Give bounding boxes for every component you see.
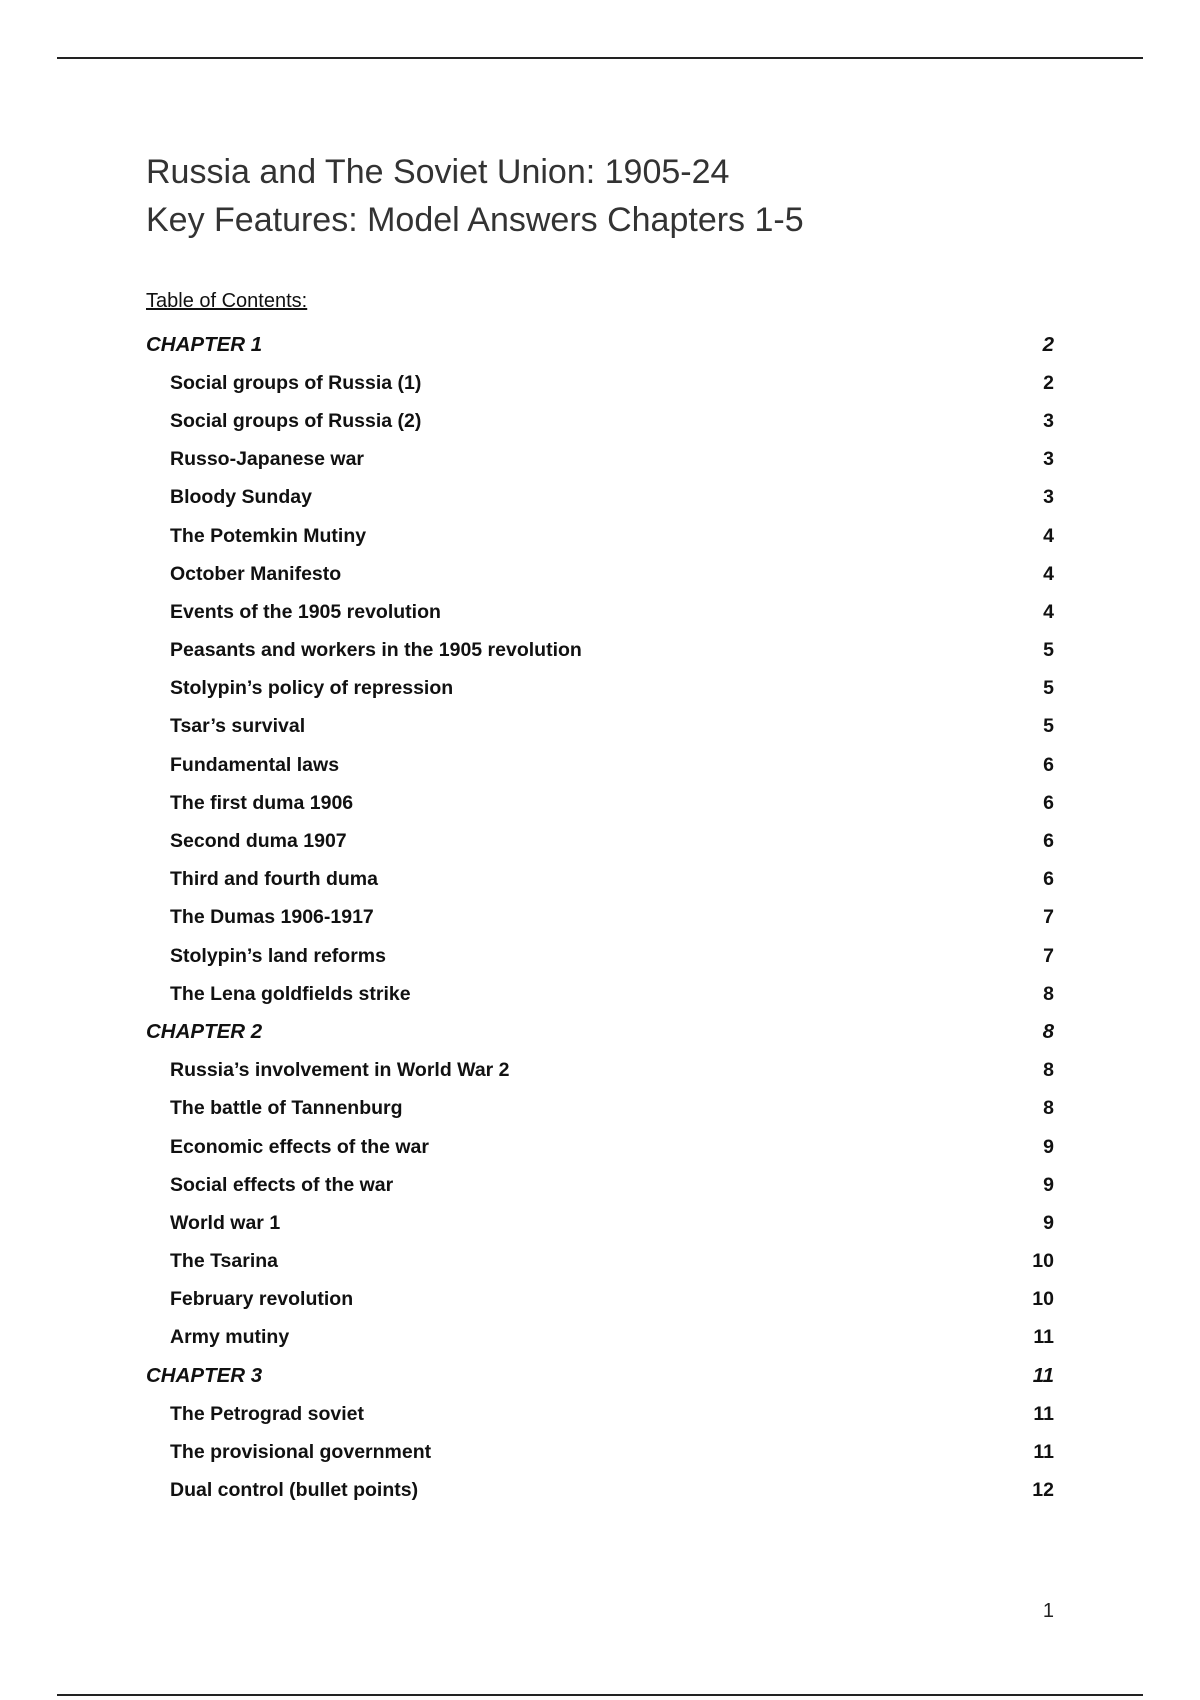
toc-entry-label: October Manifesto xyxy=(170,562,342,585)
toc-section-entry[interactable] xyxy=(146,632,1054,670)
toc-section-entry[interactable] xyxy=(146,1472,1054,1510)
toc-section-entry[interactable] xyxy=(146,708,1054,746)
toc-entry-page: 12 xyxy=(1032,1479,1054,1502)
toc-entry-label: The Tsarina xyxy=(170,1250,279,1273)
toc-entry-page: 10 xyxy=(1032,1288,1054,1311)
toc-section-entry[interactable] xyxy=(146,364,1054,402)
page-number: 1 xyxy=(1042,1600,1054,1622)
toc-entry-page: 6 xyxy=(1043,791,1054,814)
toc-entry-page: 11 xyxy=(1033,1326,1054,1349)
toc-chapter-entry[interactable] xyxy=(146,326,1054,364)
toc-section-entry[interactable] xyxy=(146,670,1054,708)
toc-entry-page: 11 xyxy=(1033,1441,1054,1464)
toc-entry-page: 5 xyxy=(1043,639,1054,662)
toc-entry-label: Social groups of Russia (2) xyxy=(170,409,422,432)
toc-entry-page: 11 xyxy=(1032,1364,1054,1388)
toc-section-entry[interactable] xyxy=(146,593,1054,631)
toc-entry-page: 5 xyxy=(1043,715,1054,738)
toc-entry-label: Fundamental laws xyxy=(170,753,340,776)
table-of-contents xyxy=(146,326,1054,1510)
toc-entry-label: Third and fourth duma xyxy=(170,868,378,891)
toc-entry-page: 4 xyxy=(1043,524,1054,547)
toc-entry-label: Russia’s involvement in World War 2 xyxy=(170,1059,510,1082)
toc-entry-page: 7 xyxy=(1043,944,1054,967)
toc-entry-label: Peasants and workers in the 1905 revolution xyxy=(170,639,582,662)
toc-entry-label: Events of the 1905 revolution xyxy=(170,600,441,623)
toc-entry-page: 4 xyxy=(1043,562,1054,585)
toc-entry-label: The Petrograd soviet xyxy=(170,1402,364,1425)
toc-section-entry[interactable] xyxy=(146,1319,1054,1357)
toc-entry-label: CHAPTER 1 xyxy=(146,333,263,357)
toc-section-entry[interactable] xyxy=(146,899,1054,937)
toc-entry-page: 3 xyxy=(1043,448,1054,471)
toc-section-entry[interactable] xyxy=(146,1243,1054,1281)
toc-section-entry[interactable] xyxy=(146,479,1054,517)
toc-entry-page: 2 xyxy=(1043,371,1054,394)
toc-entry-page: 10 xyxy=(1032,1250,1054,1273)
toc-entry-label: Second duma 1907 xyxy=(170,830,347,853)
toc-entry-page: 5 xyxy=(1043,677,1054,700)
toc-entry-label: World war 1 xyxy=(170,1211,281,1234)
toc-section-entry[interactable] xyxy=(146,441,1054,479)
toc-entry-label: The battle of Tannenburg xyxy=(170,1097,403,1120)
toc-entry-page: 8 xyxy=(1043,982,1054,1005)
document-title-line-2: Key Features: Model Answers Chapters 1-5 xyxy=(146,201,804,239)
toc-section-entry[interactable] xyxy=(146,746,1054,784)
toc-entry-page: 8 xyxy=(1043,1097,1054,1120)
toc-entry-label: Social groups of Russia (1) xyxy=(170,371,422,394)
toc-entry-page: 9 xyxy=(1043,1135,1054,1158)
toc-section-entry[interactable] xyxy=(146,555,1054,593)
toc-entry-page: 4 xyxy=(1043,600,1054,623)
toc-section-entry[interactable] xyxy=(146,975,1054,1013)
toc-entry-page: 6 xyxy=(1043,753,1054,776)
toc-section-entry[interactable] xyxy=(146,1090,1054,1128)
toc-section-entry[interactable] xyxy=(146,1281,1054,1319)
document-body xyxy=(146,148,1054,1510)
toc-section-entry[interactable] xyxy=(146,1395,1054,1433)
toc-entry-label: CHAPTER 2 xyxy=(146,1020,263,1044)
toc-section-entry[interactable] xyxy=(146,1204,1054,1242)
toc-entry-label: Bloody Sunday xyxy=(170,486,312,509)
toc-entry-label: Social effects of the war xyxy=(170,1173,394,1196)
toc-section-entry[interactable] xyxy=(146,861,1054,899)
toc-entry-label: The first duma 1906 xyxy=(170,791,354,814)
toc-entry-page: 9 xyxy=(1043,1211,1054,1234)
toc-entry-label: Stolypin’s policy of repression xyxy=(170,677,454,700)
toc-entry-label: Army mutiny xyxy=(170,1326,290,1349)
toc-entry-label: Tsar’s survival xyxy=(170,715,306,738)
toc-entry-label: The Lena goldfields strike xyxy=(170,982,411,1005)
toc-section-entry[interactable] xyxy=(146,402,1054,440)
toc-section-entry[interactable] xyxy=(146,1052,1054,1090)
toc-entry-page: 6 xyxy=(1043,830,1054,853)
toc-entry-label: The provisional government xyxy=(170,1441,432,1464)
toc-entry-page: 3 xyxy=(1043,486,1054,509)
header-rule xyxy=(57,57,1143,59)
toc-section-entry[interactable] xyxy=(146,937,1054,975)
toc-section-entry[interactable] xyxy=(146,517,1054,555)
toc-section-entry[interactable] xyxy=(146,822,1054,860)
toc-section-entry[interactable] xyxy=(146,784,1054,822)
toc-entry-label: CHAPTER 3 xyxy=(146,1364,263,1388)
toc-entry-label: The Potemkin Mutiny xyxy=(170,524,367,547)
toc-entry-label: Russo-Japanese war xyxy=(170,448,365,471)
toc-entry-page: 2 xyxy=(1042,333,1054,357)
toc-entry-page: 7 xyxy=(1043,906,1054,929)
toc-entry-page: 9 xyxy=(1043,1173,1054,1196)
toc-entry-page: 8 xyxy=(1042,1020,1054,1044)
toc-chapter-entry[interactable] xyxy=(146,1013,1054,1051)
toc-entry-page: 11 xyxy=(1033,1402,1054,1425)
toc-section-entry[interactable] xyxy=(146,1128,1054,1166)
toc-section-entry[interactable] xyxy=(146,1166,1054,1204)
toc-entry-label: February revolution xyxy=(170,1288,354,1311)
toc-entry-label: Economic effects of the war xyxy=(170,1135,429,1158)
toc-entry-page: 3 xyxy=(1043,409,1054,432)
toc-entry-label: Dual control (bullet points) xyxy=(170,1479,419,1502)
toc-heading: Table of Contents: xyxy=(146,290,308,312)
toc-section-entry[interactable] xyxy=(146,1433,1054,1471)
toc-entry-label: Stolypin’s land reforms xyxy=(170,944,386,967)
toc-entry-page: 6 xyxy=(1043,868,1054,891)
toc-entry-page: 8 xyxy=(1043,1059,1054,1082)
toc-entry-label: The Dumas 1906-1917 xyxy=(170,906,374,929)
toc-chapter-entry[interactable] xyxy=(146,1357,1054,1395)
document-title-line-1: Russia and The Soviet Union: 1905-24 xyxy=(146,153,730,191)
footer-rule xyxy=(57,1694,1143,1696)
